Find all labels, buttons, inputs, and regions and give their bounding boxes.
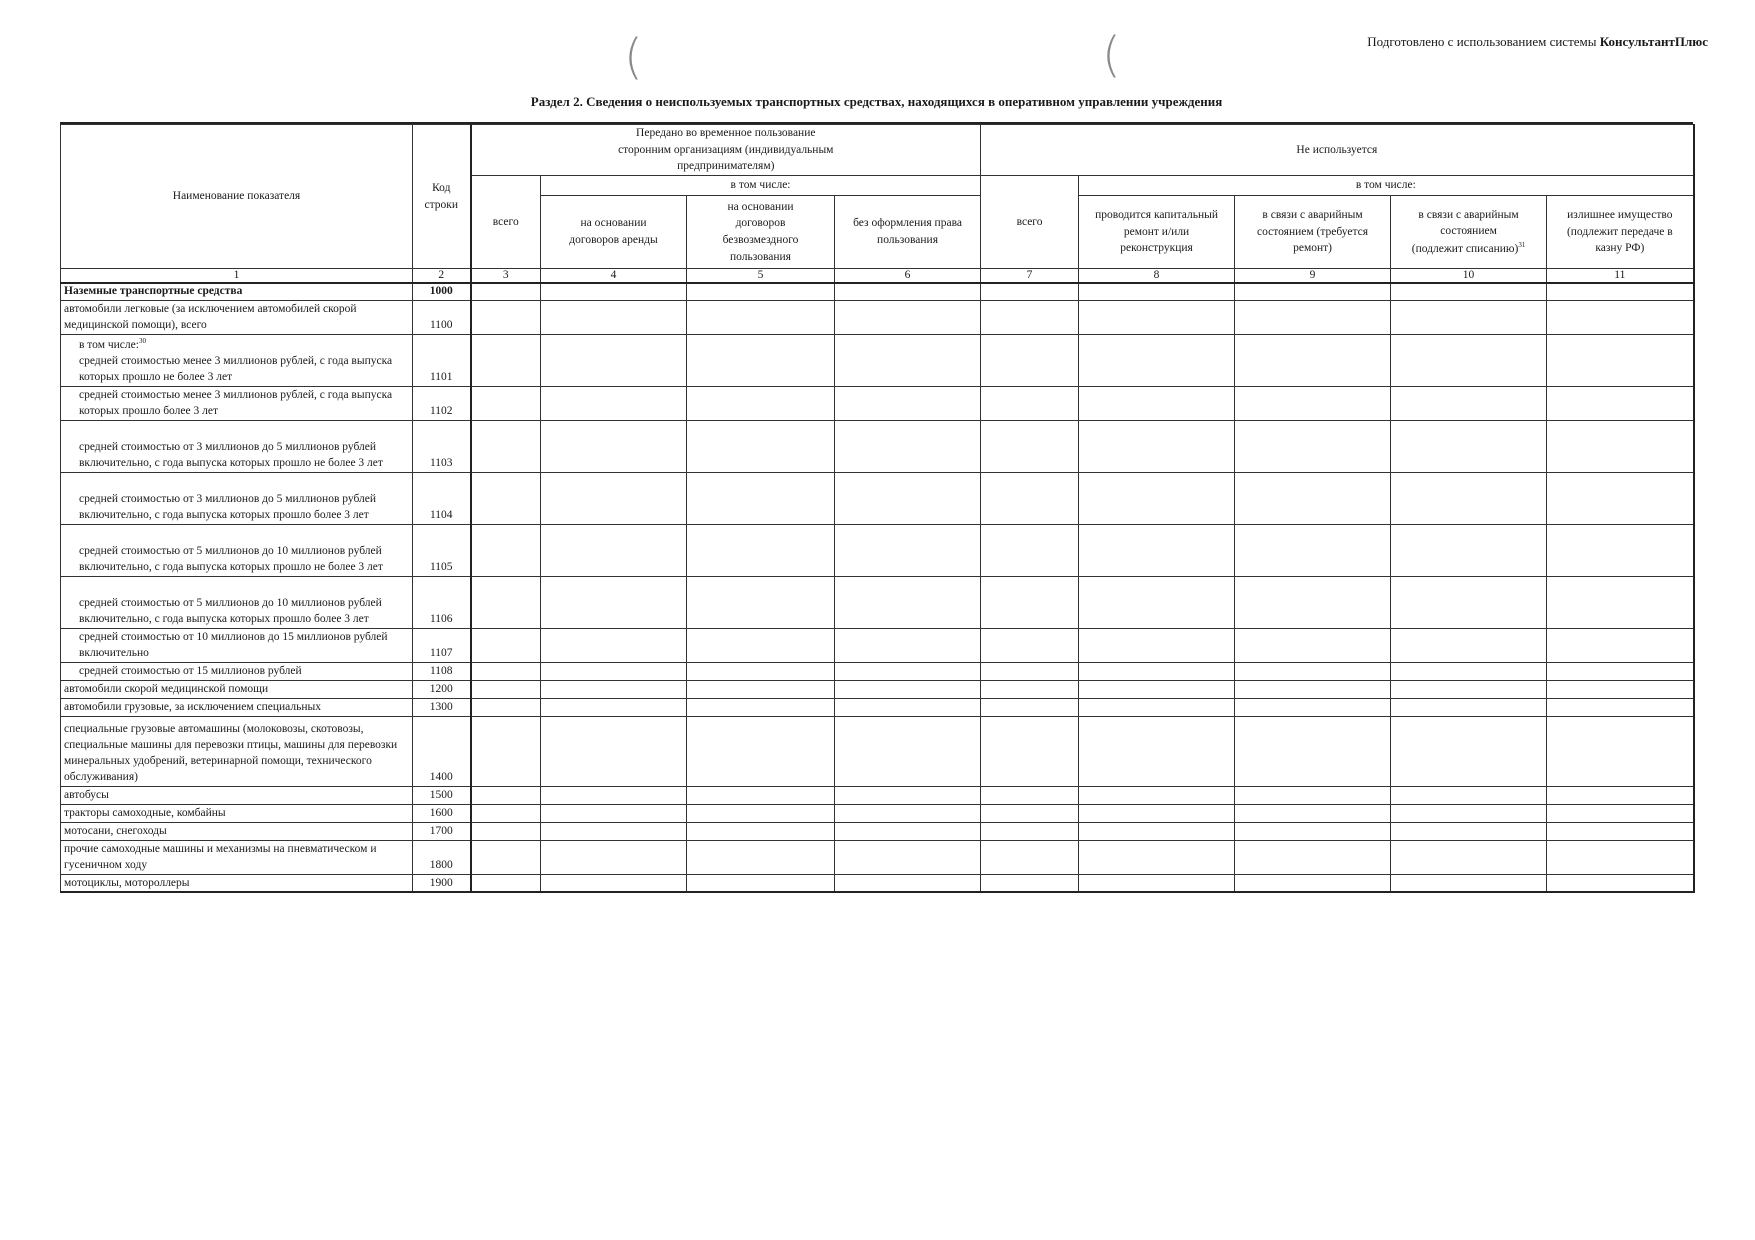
data-cell[interactable] [1079, 283, 1235, 300]
header-accident-writeoff-a: в связи с аварийным состоянием [1418, 208, 1519, 238]
data-cell[interactable] [541, 804, 687, 822]
row-code: 1600 [413, 804, 471, 822]
data-cell[interactable] [1235, 300, 1391, 334]
data-cell[interactable] [687, 716, 835, 786]
data-cell[interactable] [687, 840, 835, 874]
data-cell[interactable] [981, 472, 1079, 524]
data-cell[interactable] [1079, 334, 1235, 386]
data-cell[interactable] [1547, 300, 1694, 334]
data-cell[interactable] [687, 822, 835, 840]
row-name [61, 840, 413, 874]
data-cell[interactable] [687, 804, 835, 822]
data-cell[interactable] [1547, 576, 1694, 628]
prepared-by-text: Подготовлено с использованием системы [1367, 34, 1597, 49]
data-cell[interactable] [471, 698, 541, 716]
table-row [61, 386, 1694, 420]
row-code: 1500 [413, 786, 471, 804]
data-cell[interactable] [1391, 874, 1547, 892]
data-cell[interactable] [471, 840, 541, 874]
column-number: 11 [1547, 269, 1694, 284]
data-cell[interactable] [1079, 840, 1235, 874]
data-cell[interactable] [541, 698, 687, 716]
column-number: 4 [541, 269, 687, 284]
data-cell[interactable] [981, 680, 1079, 698]
row-name [61, 822, 413, 840]
data-cell[interactable] [1235, 874, 1391, 892]
data-cell[interactable] [1391, 420, 1547, 472]
row-label: автомобили скорой медицинской помощи [64, 683, 269, 696]
row-name [61, 420, 413, 472]
table-row [61, 472, 1694, 524]
data-cell[interactable] [471, 822, 541, 840]
row-label: средней стоимостью от 10 миллионов до 15 миллионов рублей включительно [79, 631, 388, 660]
row-code: 1103 [413, 420, 471, 472]
data-cell[interactable] [1391, 716, 1547, 786]
row-label: прочие самоходные машины и механизмы на пневматическом и гусеничном ходу [64, 843, 377, 872]
data-cell[interactable] [1235, 662, 1391, 680]
row-name [61, 680, 413, 698]
data-cell[interactable] [1547, 472, 1694, 524]
data-cell[interactable] [541, 472, 687, 524]
data-cell[interactable] [1079, 628, 1235, 662]
data-cell[interactable] [1391, 680, 1547, 698]
row-code: 1700 [413, 822, 471, 840]
data-cell[interactable] [471, 786, 541, 804]
data-cell[interactable] [981, 334, 1079, 386]
row-code: 1102 [413, 386, 471, 420]
data-cell[interactable] [471, 576, 541, 628]
header-name: Наименование показателя [61, 125, 413, 269]
row-code: 1400 [413, 716, 471, 786]
table-row [61, 420, 1694, 472]
column-number: 10 [1391, 269, 1547, 284]
data-cell[interactable] [1391, 804, 1547, 822]
data-cell[interactable] [835, 804, 981, 822]
row-name [61, 804, 413, 822]
table-row [61, 662, 1694, 680]
data-cell[interactable] [1547, 840, 1694, 874]
data-cell[interactable] [981, 300, 1079, 334]
row-label: специальные грузовые автомашины (молоковозы, скотовозы, специальные машины для перевозки птицы, машины для перевозки минеральных удобрений, ветеринарной помощи, технического обслуживания) [64, 723, 398, 784]
data-cell[interactable] [687, 680, 835, 698]
data-cell[interactable] [1235, 628, 1391, 662]
data-cell[interactable] [1079, 300, 1235, 334]
data-cell[interactable] [1235, 840, 1391, 874]
table-row [61, 804, 1694, 822]
data-cell[interactable] [1079, 874, 1235, 892]
data-cell[interactable] [1079, 680, 1235, 698]
data-cell[interactable] [471, 472, 541, 524]
row-code: 1101 [413, 334, 471, 386]
data-cell[interactable] [1235, 524, 1391, 576]
data-cell[interactable] [541, 628, 687, 662]
header-transferred-lease: на основании договоров аренды [541, 196, 687, 269]
data-cell[interactable] [1079, 472, 1235, 524]
table-row [61, 874, 1694, 892]
data-cell[interactable] [1235, 716, 1391, 786]
data-cell[interactable] [1547, 786, 1694, 804]
data-cell[interactable] [541, 786, 687, 804]
row-code: 1000 [413, 283, 471, 300]
data-cell[interactable] [835, 786, 981, 804]
column-number: 8 [1079, 269, 1235, 284]
data-cell[interactable] [1079, 804, 1235, 822]
table-row [61, 283, 1694, 300]
row-label: средней стоимостью от 3 миллионов до 5 миллионов рублей включительно, с года выпуска которых прошло не более 3 лет [79, 441, 383, 470]
data-cell[interactable] [835, 334, 981, 386]
data-cell[interactable] [687, 576, 835, 628]
data-cell[interactable] [687, 874, 835, 892]
row-name [61, 576, 413, 628]
data-cell[interactable] [835, 576, 981, 628]
data-cell[interactable] [1235, 420, 1391, 472]
data-cell[interactable] [1391, 840, 1547, 874]
data-cell[interactable] [471, 804, 541, 822]
data-cell[interactable] [981, 283, 1079, 300]
row-prefix: в том числе: [79, 339, 139, 352]
header-unused-accident-repair: в связи с аварийным состоянием (требуется ремонт) [1235, 196, 1391, 269]
row-label: тракторы самоходные, комбайны [64, 807, 226, 820]
row-name [61, 334, 413, 386]
row-code: 1800 [413, 840, 471, 874]
data-cell[interactable] [1079, 662, 1235, 680]
data-cell[interactable] [835, 822, 981, 840]
data-cell[interactable] [687, 524, 835, 576]
data-cell[interactable] [1391, 628, 1547, 662]
footnote-30: 30 [138, 337, 146, 346]
data-cell[interactable] [541, 716, 687, 786]
data-cell[interactable] [835, 386, 981, 420]
data-cell[interactable] [1391, 576, 1547, 628]
table-row [61, 576, 1694, 628]
header-unused-repair: проводится капитальный ремонт и/или реконструкция [1079, 196, 1235, 269]
data-cell[interactable] [1547, 386, 1694, 420]
data-cell[interactable] [835, 662, 981, 680]
data-cell[interactable] [981, 386, 1079, 420]
data-cell[interactable] [687, 386, 835, 420]
data-cell[interactable] [835, 628, 981, 662]
data-cell[interactable] [471, 628, 541, 662]
data-cell[interactable] [835, 472, 981, 524]
column-number: 9 [1235, 269, 1391, 284]
data-cell[interactable] [835, 698, 981, 716]
row-name [61, 786, 413, 804]
header-transferred-group: Передано во временное пользование сторонним организациям (индивидуальным предпринимателям) [471, 125, 981, 176]
data-cell[interactable] [835, 716, 981, 786]
data-cell[interactable] [1547, 334, 1694, 386]
column-number: 6 [835, 269, 981, 284]
data-cell[interactable] [1079, 822, 1235, 840]
data-cell[interactable] [541, 662, 687, 680]
row-name [61, 874, 413, 892]
data-cell[interactable] [1547, 822, 1694, 840]
data-cell[interactable] [471, 283, 541, 300]
data-cell[interactable] [1391, 386, 1547, 420]
header-unused-group: Не используется [981, 125, 1694, 176]
data-cell[interactable] [1547, 804, 1694, 822]
row-label: мотоциклы, мотороллеры [64, 876, 190, 889]
data-cell[interactable] [541, 334, 687, 386]
data-cell[interactable] [1235, 576, 1391, 628]
row-label: средней стоимостью от 5 миллионов до 10 миллионов рублей включительно, с года выпуска которых прошло не более 3 лет [79, 545, 383, 574]
row-label: средней стоимостью от 5 миллионов до 10 миллионов рублей включительно, с года выпуска которых прошло более 3 лет [79, 597, 382, 626]
row-code: 1900 [413, 874, 471, 892]
data-cell[interactable] [981, 874, 1079, 892]
row-name [61, 662, 413, 680]
data-cell[interactable] [1079, 786, 1235, 804]
data-cell[interactable] [835, 283, 981, 300]
data-cell[interactable] [687, 698, 835, 716]
footnote-31: 31 [1518, 240, 1526, 249]
column-number: 3 [471, 269, 541, 284]
data-cell[interactable] [687, 420, 835, 472]
data-cell[interactable] [687, 628, 835, 662]
data-cell[interactable] [1235, 680, 1391, 698]
table-row [61, 786, 1694, 804]
data-cell[interactable] [981, 698, 1079, 716]
data-cell[interactable] [835, 420, 981, 472]
data-cell[interactable] [1079, 576, 1235, 628]
data-cell[interactable] [1391, 786, 1547, 804]
data-cell[interactable] [1079, 698, 1235, 716]
table-row [61, 300, 1694, 334]
data-cell[interactable] [687, 283, 835, 300]
row-code: 1107 [413, 628, 471, 662]
data-cell[interactable] [981, 420, 1079, 472]
header-transferred-incl: в том числе: [541, 176, 981, 196]
data-cell[interactable] [687, 334, 835, 386]
brand-name: КонсультантПлюс [1599, 34, 1708, 49]
data-cell[interactable] [1391, 822, 1547, 840]
column-number: 7 [981, 269, 1079, 284]
data-cell[interactable] [1547, 662, 1694, 680]
data-cell[interactable] [981, 840, 1079, 874]
vehicles-table [60, 124, 1695, 893]
header-unused-total: всего [981, 176, 1079, 269]
section-title: Раздел 2. Сведения о неиспользуемых транспортных средствах, находящихся в оперативном управлении учреждения [530, 94, 1223, 109]
data-cell[interactable] [541, 524, 687, 576]
row-label: автомобили легковые (за исключением автомобилей скорой медицинской помощи), всего [64, 303, 357, 332]
data-cell[interactable] [1235, 334, 1391, 386]
column-numbers-row [61, 269, 1694, 284]
data-cell[interactable] [471, 716, 541, 786]
header-unused-accident-writeoff [1391, 196, 1547, 269]
data-cell[interactable] [687, 786, 835, 804]
data-cell[interactable] [981, 786, 1079, 804]
data-cell[interactable] [1391, 662, 1547, 680]
header-transferred-none: без оформления права пользования [835, 196, 981, 269]
data-cell[interactable] [1079, 386, 1235, 420]
data-cell[interactable] [1547, 283, 1694, 300]
row-name [61, 386, 413, 420]
data-cell[interactable] [541, 283, 687, 300]
data-cell[interactable] [541, 822, 687, 840]
header-transferred-total: всего [471, 176, 541, 269]
data-cell[interactable] [541, 420, 687, 472]
row-code: 1104 [413, 472, 471, 524]
data-cell[interactable] [471, 524, 541, 576]
row-label: средней стоимостью менее 3 миллионов рублей, с года выпуска которых прошло более 3 лет [79, 389, 393, 418]
data-cell[interactable] [471, 420, 541, 472]
data-cell[interactable] [1391, 300, 1547, 334]
data-cell[interactable] [541, 840, 687, 874]
data-cell[interactable] [1391, 524, 1547, 576]
row-label: средней стоимостью менее 3 миллионов рублей, с года выпуска которых прошло не более 3 лет [79, 355, 393, 384]
scan-mark-left: ( [624, 29, 643, 85]
table-row [61, 524, 1694, 576]
table-row [61, 698, 1694, 716]
data-cell[interactable] [541, 576, 687, 628]
row-label: мотосани, снегоходы [64, 825, 167, 838]
data-cell[interactable] [835, 524, 981, 576]
data-cell[interactable] [1547, 524, 1694, 576]
table-row [61, 822, 1694, 840]
scan-mark-right: ( [1102, 27, 1121, 83]
table-row [61, 840, 1694, 874]
column-number: 1 [61, 269, 413, 284]
header-accident-writeoff-b: (подлежит списанию) [1411, 242, 1519, 255]
table-row [61, 628, 1694, 662]
table-body [61, 283, 1694, 892]
data-cell[interactable] [1391, 283, 1547, 300]
data-cell[interactable] [1235, 472, 1391, 524]
data-cell[interactable] [541, 874, 687, 892]
data-cell[interactable] [835, 300, 981, 334]
data-cell[interactable] [1547, 698, 1694, 716]
data-cell[interactable] [981, 576, 1079, 628]
row-label: автобусы [64, 789, 109, 802]
data-cell[interactable] [981, 662, 1079, 680]
data-cell[interactable] [1547, 420, 1694, 472]
row-name [61, 300, 413, 334]
data-cell[interactable] [1235, 822, 1391, 840]
table-row [61, 716, 1694, 786]
row-code: 1200 [413, 680, 471, 698]
data-cell[interactable] [687, 300, 835, 334]
data-cell[interactable] [1235, 386, 1391, 420]
row-label: средней стоимостью от 3 миллионов до 5 миллионов рублей включительно, с года выпуска которых прошло более 3 лет [79, 493, 377, 522]
data-cell[interactable] [835, 874, 981, 892]
data-cell[interactable] [1391, 698, 1547, 716]
data-cell[interactable] [981, 628, 1079, 662]
data-cell[interactable] [1079, 420, 1235, 472]
column-number: 2 [413, 269, 471, 284]
data-cell[interactable] [471, 300, 541, 334]
data-cell[interactable] [835, 840, 981, 874]
row-label: автомобили грузовые, за исключением специальных [64, 701, 321, 714]
data-cell[interactable] [981, 822, 1079, 840]
row-code: 1108 [413, 662, 471, 680]
row-code: 1300 [413, 698, 471, 716]
row-name [61, 283, 413, 300]
data-cell[interactable] [1235, 283, 1391, 300]
data-cell[interactable] [1547, 680, 1694, 698]
row-code: 1105 [413, 524, 471, 576]
row-label: Наземные транспортные средства [64, 285, 243, 298]
data-cell[interactable] [471, 386, 541, 420]
row-code: 1100 [413, 300, 471, 334]
data-cell[interactable] [541, 300, 687, 334]
data-cell[interactable] [541, 386, 687, 420]
row-name [61, 716, 413, 786]
header-code: Код строки [413, 125, 471, 269]
data-cell[interactable] [1235, 698, 1391, 716]
data-cell[interactable] [1235, 786, 1391, 804]
prepared-by-note [1367, 34, 1708, 50]
data-cell[interactable] [1391, 334, 1547, 386]
header-unused-incl: в том числе: [1079, 176, 1694, 196]
row-code: 1106 [413, 576, 471, 628]
table-row [61, 680, 1694, 698]
data-cell[interactable] [471, 662, 541, 680]
data-cell[interactable] [471, 874, 541, 892]
data-cell[interactable] [471, 334, 541, 386]
data-cell[interactable] [835, 680, 981, 698]
data-cell[interactable] [981, 524, 1079, 576]
data-cell[interactable] [1079, 716, 1235, 786]
data-cell[interactable] [1235, 804, 1391, 822]
row-name [61, 698, 413, 716]
header-transferred-free: на основании договоров безвозмездного пользования [687, 196, 835, 269]
data-cell[interactable] [687, 662, 835, 680]
data-cell[interactable] [687, 472, 835, 524]
data-cell[interactable] [1547, 716, 1694, 786]
data-cell[interactable] [981, 716, 1079, 786]
data-cell[interactable] [541, 680, 687, 698]
data-cell[interactable] [1079, 524, 1235, 576]
data-cell[interactable] [1547, 874, 1694, 892]
row-name [61, 472, 413, 524]
row-label: средней стоимостью от 15 миллионов рублей [79, 665, 302, 678]
row-name [61, 524, 413, 576]
header-unused-surplus: излишнее имущество (подлежит передаче в казну РФ) [1547, 196, 1694, 269]
data-cell[interactable] [1547, 628, 1694, 662]
data-cell[interactable] [981, 804, 1079, 822]
data-cell[interactable] [471, 680, 541, 698]
table-header [61, 125, 1694, 284]
column-number: 5 [687, 269, 835, 284]
data-cell[interactable] [1391, 472, 1547, 524]
row-name [61, 628, 413, 662]
table-row [61, 334, 1694, 386]
